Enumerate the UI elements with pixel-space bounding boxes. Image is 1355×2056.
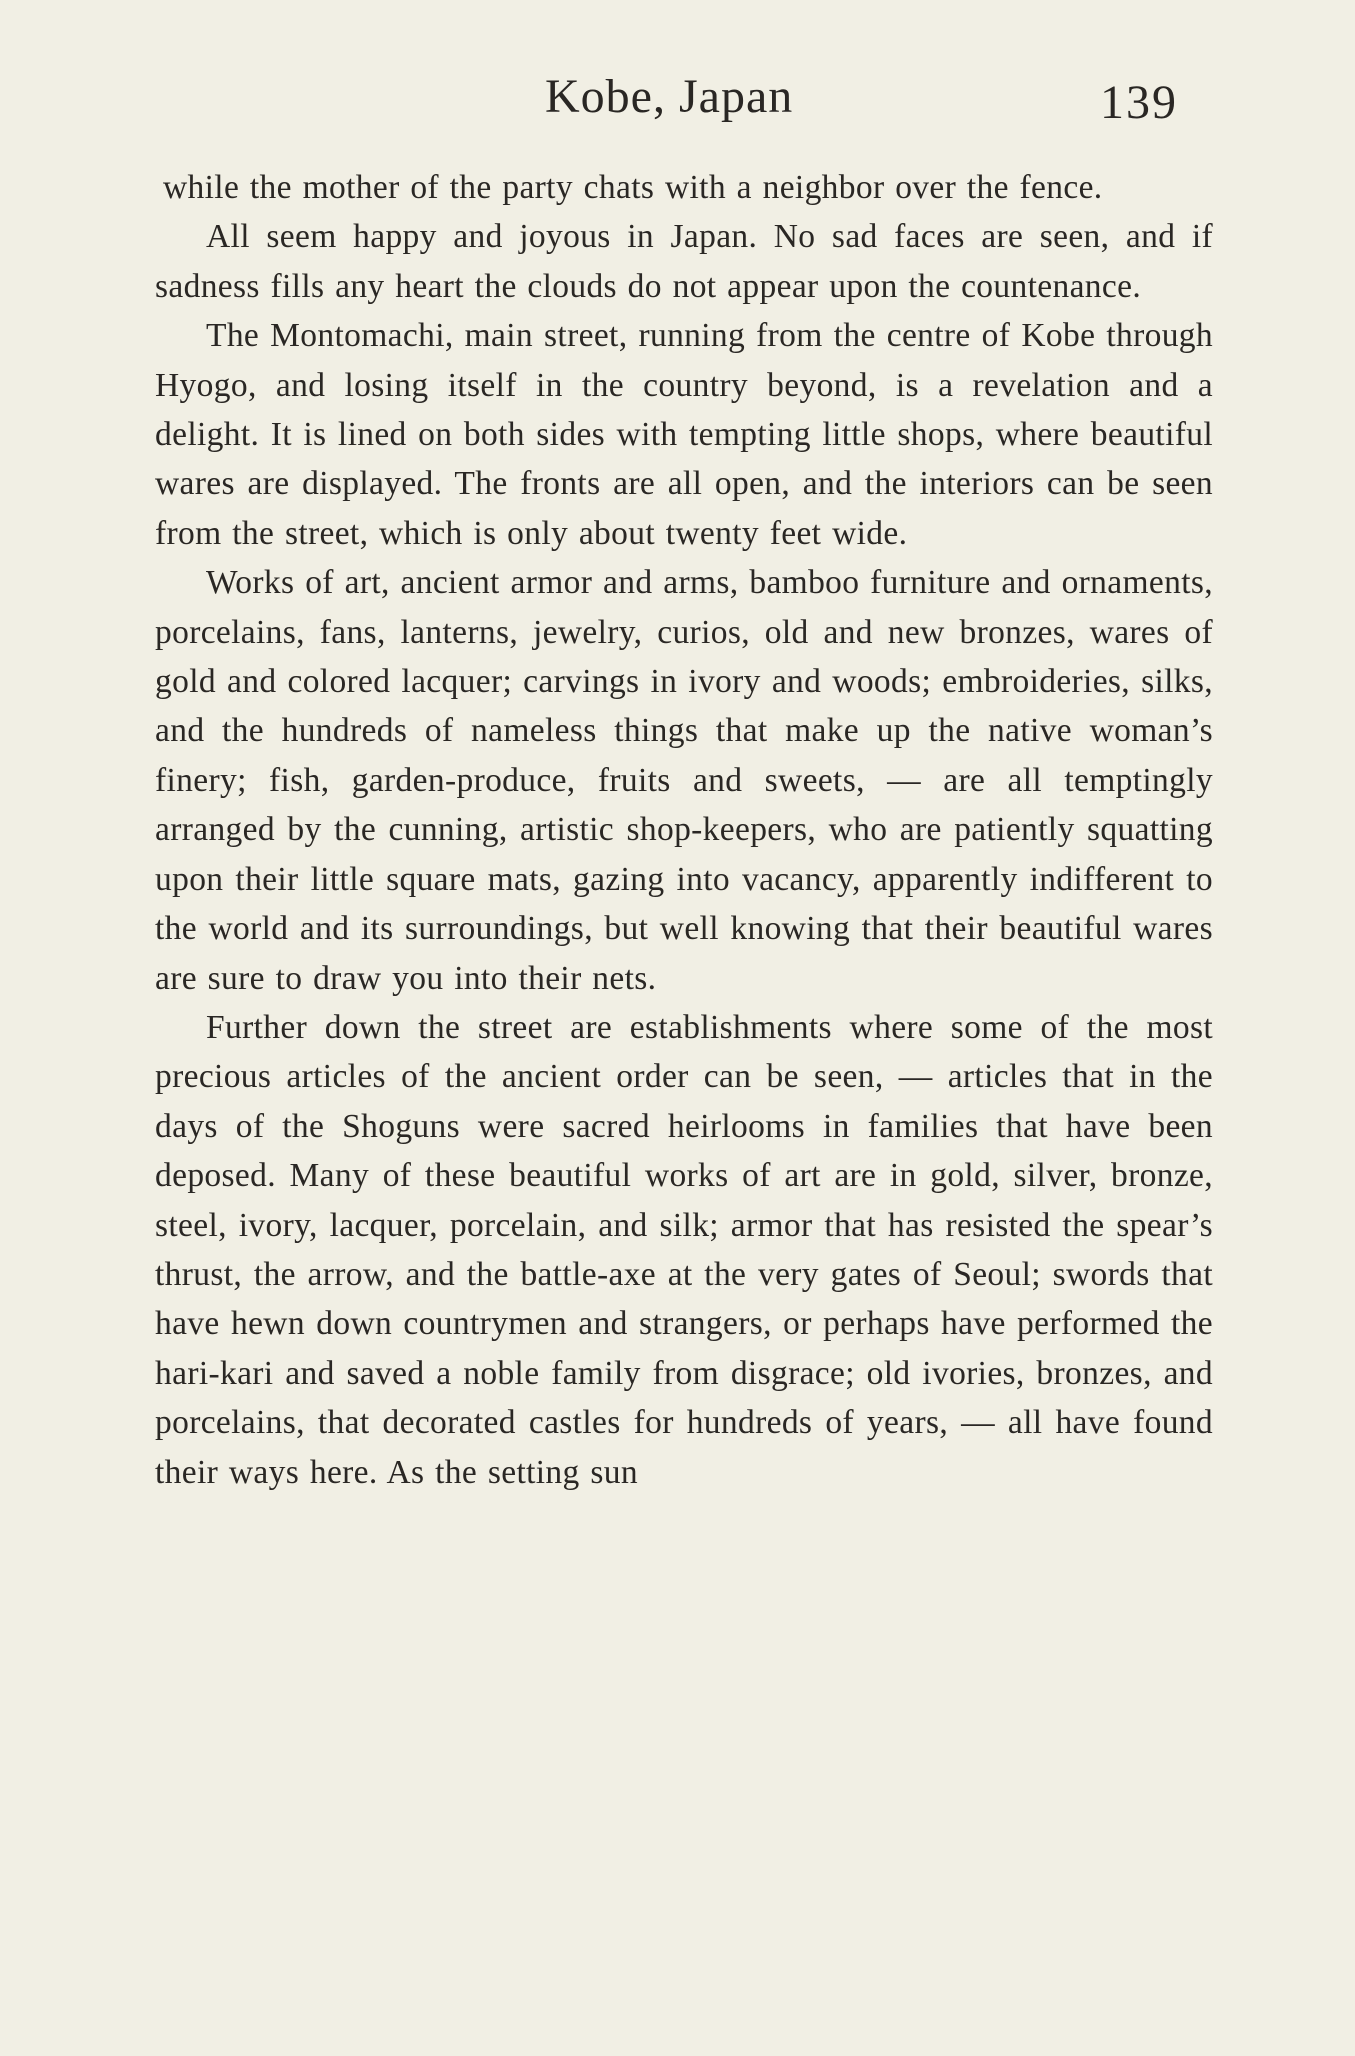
body-text [155, 163, 1213, 1497]
paragraph-establishments: Further down the street are establishments where some of the most precious articles of the ancient order can be seen, — articles that in the days of the Shoguns were sacred heirlooms in families that have been deposed. Many of these beautiful works of art are in gold, silver, bronze, steel, ivory, lacquer, porcelain, and silk; armor that has resisted the spear’s thrust, the arrow, and the battle-axe at the very gates of Seoul; swords that have hewn down countrymen and strangers, or perhaps have performed the hari-kari and saved a noble family from disgrace; old ivories, bronzes, and porcelains, that decorated castles for hundreds of years, — all have found their ways here. As the setting sun [155, 1008, 1213, 1491]
running-title: Kobe, Japan [545, 70, 794, 123]
paragraph-happy-japan: All seem happy and joyous in Japan. No sad faces are seen, and if sadness fills any heart the clouds do not appear upon the countenance. [155, 218, 1213, 305]
paragraph-continued: while the mother of the party chats with a neighbor over the fence. [163, 169, 1103, 206]
running-head [0, 62, 1355, 142]
paragraph-montomachi-street: The Montomachi, main street, running from the centre of Kobe through Hyogo, and losing itself in the country beyond, is a revelation and a delight. It is lined on both sides with tempting little shops, where beautiful wares are displayed. The fronts are all open, and the interiors can be seen from the street, which is only about twenty feet wide. [155, 317, 1213, 552]
page-number: 139 [1100, 76, 1178, 129]
paragraph-works-of-art: Works of art, ancient armor and arms, bamboo furniture and ornaments, porcelains, fans, lanterns, jewelry, curios, old and new bronzes, wares of gold and colored lacquer; carvings in ivory and woods; embroideries, silks, and the hundreds of nameless things that make up the native woman’s finery; fish, garden-produce, fruits and sweets, — are all temptingly arranged by the cunning, artistic shop-keepers, who are patiently squatting upon their little square mats, gazing into vacancy, apparently indifferent to the world and its surroundings, but well knowing that their beautiful wares are sure to draw you into their nets. [155, 564, 1213, 997]
